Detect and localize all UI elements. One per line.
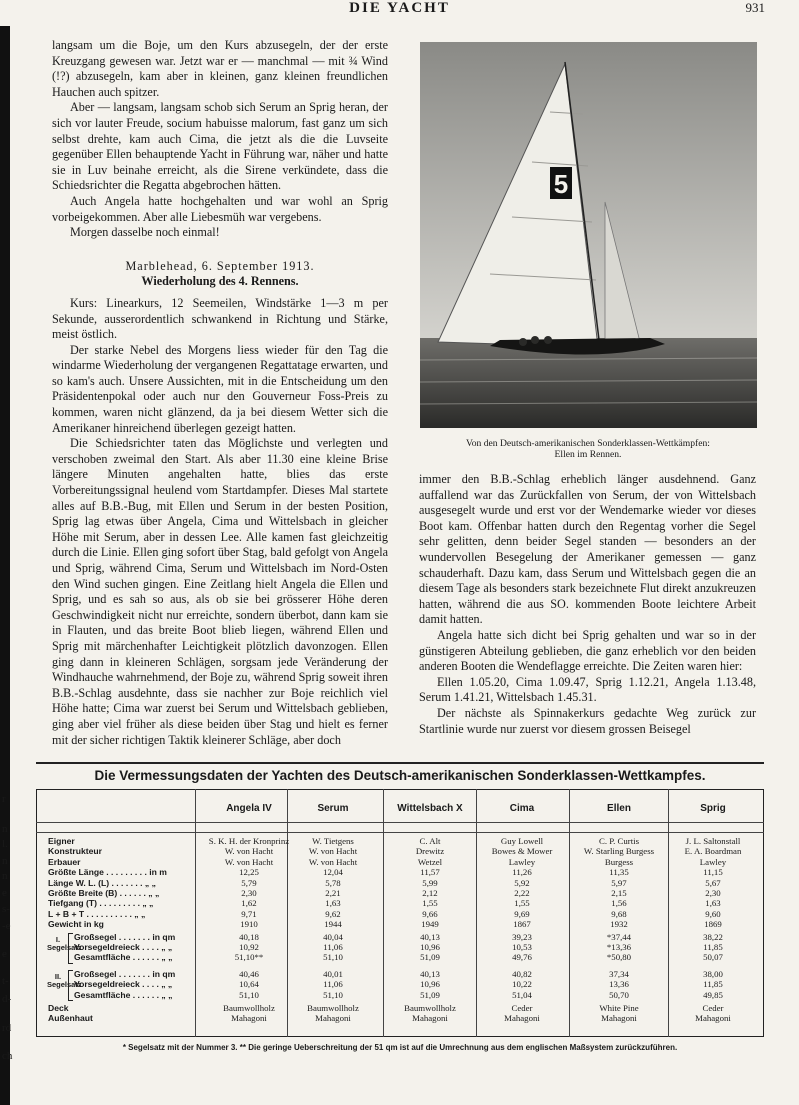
table-cell: E. A. Boardman	[684, 846, 742, 857]
table-cell: 11,35	[609, 867, 629, 878]
table-cell: Wetzel	[417, 856, 443, 867]
table-cell: 1932	[610, 919, 628, 930]
table-column-divider	[569, 789, 570, 1037]
table-cell: 13,36	[609, 979, 629, 990]
table-cell: 5,78	[325, 877, 341, 888]
table-cell: Mahagoni	[504, 1013, 540, 1024]
table-cell: 5,99	[422, 877, 438, 888]
left-text-column	[52, 38, 388, 748]
running-header	[0, 0, 799, 18]
table-cell: *50,80	[606, 952, 632, 963]
table-cell: 49,85	[703, 989, 723, 1000]
table-cell: 2,15	[611, 888, 627, 898]
table-cell: 50,07	[703, 952, 723, 963]
margin-letter: rd	[2, 1022, 12, 1034]
table-cell: 1,55	[514, 898, 530, 909]
sail-set-label: II. Segelsatz	[47, 971, 82, 989]
table-cell: 2,21	[325, 888, 341, 898]
table-cell: Ceder	[702, 1003, 724, 1013]
table-column-header: Angela IV	[226, 803, 272, 814]
table-row-label: Eigner	[48, 836, 75, 846]
table-cell: 10,96	[420, 979, 440, 990]
table-row-label: Größte Breite (B) . . . . . . „ „	[48, 888, 160, 898]
table-cell: Lawley	[699, 856, 727, 867]
table-cell: 40,13	[420, 968, 440, 979]
paragraph: Morgen dasselbe noch einmal!	[70, 225, 220, 240]
table-cell: 5,67	[705, 877, 721, 888]
table-cell: Ceder	[511, 1003, 533, 1013]
table-cell: 39,23	[512, 931, 532, 942]
table-cell: S. K. H. der Kronprinz	[208, 836, 290, 846]
table-top-rule	[36, 762, 764, 764]
table-cell: 51,09	[420, 989, 440, 1000]
margin-letter: n	[2, 823, 8, 835]
table-cell: 40,01	[323, 968, 343, 979]
paragraph: Ellen 1.05.20, Cima 1.09.47, Sprig 1.12.21, Angela 1.13.48, Serum 1.41.21, Wittelsbach 1.45.31.	[419, 674, 756, 705]
table-footnote: * Segelsatz mit der Nummer 3. ** Die geringe Ueberschreitung der 51 qm ist auf die Umrechnung aus dem englischen Maßsystem zurückzuführen.	[122, 1043, 678, 1052]
table-cell: 2,12	[422, 888, 438, 898]
sailboat-photo	[420, 42, 757, 428]
table-row-label: Deck	[48, 1003, 69, 1013]
table-cell: W. von Hacht	[224, 856, 274, 867]
table-cell: Mahagoni	[601, 1013, 637, 1024]
paragraph: langsam um die Boje, um den Kurs abzusegeln, der der erste Kreuzgang gewesen war. Jetzt war er — manchmal — mit ¾ Wind (!?) abzusegeln, kam aber in kleinen, ganz kleinen freundlichen Hauchen auch spitzer.	[52, 38, 388, 99]
section-title: Wiederholung des 4. Rennens.	[141, 274, 299, 289]
table-cell: 9,60	[705, 908, 721, 919]
table-column-divider	[195, 789, 196, 1037]
table-cell: Mahagoni	[231, 1013, 267, 1024]
table-cell: 40,18	[239, 931, 259, 942]
table-cell: 51,10	[323, 952, 343, 963]
page-number: 931	[745, 0, 765, 15]
table-row-label: Gesamtfläche . . . . . . „ „	[74, 952, 173, 963]
table-column-header: Wittelsbach X	[397, 803, 463, 814]
table-row-label: Gesamtfläche . . . . . . „ „	[74, 989, 173, 1000]
table-column-header: Serum	[317, 803, 349, 814]
table-cell: Bowes & Mower	[491, 846, 553, 857]
table-row-label: Tiefgang (T) . . . . . . . . . „ „	[48, 898, 154, 909]
table-cell: 9,68	[611, 908, 627, 919]
table-cell: *13,36	[606, 942, 632, 952]
table-cell: 49,76	[512, 952, 532, 963]
table-cell: 5,97	[611, 877, 627, 888]
margin-letter: n	[2, 855, 8, 867]
margin-letter: ch	[2, 1050, 13, 1062]
table-cell: 40,04	[323, 931, 343, 942]
table-cell: 51,04	[512, 989, 532, 1000]
table-cell: 2,30	[241, 888, 257, 898]
table-cell: 2,30	[705, 888, 721, 898]
table-row-label: Außenhaut	[48, 1013, 93, 1024]
table-cell: 11,85	[703, 979, 723, 990]
dateline: Marblehead, 6. September 1913.	[125, 258, 315, 273]
table-row-label: Erbauer	[48, 856, 81, 867]
table-cell: 12,25	[239, 867, 259, 878]
table-column-header: Sprig	[700, 803, 726, 814]
margin-letter: e	[2, 887, 7, 899]
table-cell: Mahagoni	[315, 1013, 351, 1024]
sailboat-illustration	[420, 42, 757, 428]
table-cell: 1869	[704, 919, 722, 930]
table-cell: W. von Hacht	[308, 846, 358, 857]
table-header-rule	[36, 832, 764, 833]
table-row-label: Gewicht in kg	[48, 919, 104, 930]
table-cell: 10,92	[239, 942, 259, 952]
paragraph: Auch Angela hatte hochgehalten und war wohl an Sprig vorbeigekommen. Aber alle Liebesmüh war vergebens.	[52, 193, 388, 224]
table-cell: 11,15	[703, 867, 723, 878]
table-title: Die Vermessungsdaten der Yachten des Deutsch-amerikanischen Sonderklassen-Wettkampfes.	[94, 768, 706, 783]
adjacent-page-margin	[0, 0, 20, 1105]
table-cell: 10,96	[420, 942, 440, 952]
table-cell: W. von Hacht	[308, 856, 358, 867]
table-cell: W. Tietgens	[312, 836, 354, 846]
photo-caption	[412, 438, 764, 460]
margin-letter: s-	[2, 903, 10, 915]
table-row-label: Vorsegeldreieck . . . . „ „	[74, 942, 173, 952]
table-row-label: Größte Länge . . . . . . . . . in m	[48, 867, 167, 878]
caption-line: Von den Deutsch-amerikanischen Sonderklassen-Wettkämpfen:	[466, 438, 710, 449]
table-cell: 40,13	[420, 931, 440, 942]
running-title: DIE YACHT	[349, 0, 450, 16]
table-cell: 9,69	[514, 908, 530, 919]
table-cell: 51,09	[420, 952, 440, 963]
table-row-label: L + B + T . . . . . . . . . . „ „	[48, 908, 146, 919]
table-cell: 1,62	[241, 898, 257, 909]
table-cell: 5,79	[241, 877, 257, 888]
table-cell: 11,57	[420, 867, 440, 878]
table-cell: J. L. Saltonstall	[685, 836, 741, 846]
table-cell: 10,22	[512, 979, 532, 990]
table-cell: 12,04	[323, 867, 343, 878]
table-row-label: Vorsegeldreieck . . . . „ „	[74, 979, 173, 990]
table-cell: 11,06	[323, 979, 343, 990]
table-cell: Baumwollholz	[307, 1003, 359, 1013]
table-cell: 50,70	[609, 989, 629, 1000]
sail-number: 5	[553, 169, 569, 199]
table-cell: Baumwollholz	[223, 1003, 275, 1013]
margin-letter: l.	[2, 838, 8, 850]
table-column-header: Ellen	[607, 803, 631, 814]
paragraph: Der starke Nebel des Morgens liess wieder für den Tag die windarme Wiederholung der vergangenen Regattatage erwarten, und so kam's auch. Unsere Aussichten, mit in die Entscheidung um den Präsidentenpokal oder auch nur den Gouverneur Foss-Preis zu kommen, waren nicht glänzend, da ja bei diesem Wetter sich die Amerikaner hinreichend überlegen gezeigt hatten.	[52, 342, 388, 435]
table-column-header: Cima	[509, 803, 535, 814]
table-cell: *37,44	[606, 931, 632, 942]
table-cell: 2,22	[514, 888, 530, 898]
table-row-label: Großsegel . . . . . . . in qm	[74, 968, 176, 979]
table-cell: 1910	[240, 919, 258, 930]
table-cell: Mahagoni	[695, 1013, 731, 1024]
margin-letter: -e	[2, 920, 11, 932]
table-cell: 11,85	[703, 942, 723, 952]
table-cell: White Pine	[599, 1003, 639, 1013]
table-row-label: Konstrukteur	[48, 846, 102, 857]
table-cell: C. P. Curtis	[598, 836, 640, 846]
paragraph: Aber — langsam, langsam schob sich Serum an Sprig heran, der sich vor lauter Freude, socium habuisse malorum, fast ganz um sich selbst drehte, kam auch Cima, die jetzt als die die Luvseite gegenüber Ellen behauptende Yacht in Führung war, näher und hatte sie in Luv beinahe erreicht, als die Sirene verkündete, dass die Schiedsrichter die Regatta abgebrochen hätten.	[52, 100, 388, 193]
table-cell: 51,10	[239, 989, 259, 1000]
paragraph: Die Schiedsrichter taten das Möglichste und verlegten und verschoben zweimal den Start. Als aber 11.30 eine kleine Brise längere Minuten angehalten hatte, blies das erste Vorbereitungssignal heulend vom Startdampfer. Dieses Mal startete alles auf B.B.-Bug, mit Ellen und Serum in der besten Position, Sprig lag etwas über Angela, Cima und Wittelsbach in gleicher Höhe mit Serum, aber in dessen Lee. Alle kamen fast gleichzeitig durch die Linie. Ellen ging sofort über Stag, bald gefolgt von Angela und Sprig, während Cima, Serum und Wittelsbach im Nord-Osten den Wind suchen gingen. Eine Zeitlang hielt Angela die Ellen und Sprig, und es sah so aus, als ob sie bei grösserer Höhe deren Geschwindigkeit nicht nur erreichte, sondern überbot, dann kam sie in Flauten, und das breite Boot blieb liegen, während Ellen und Sprig mit märchenhafter Leichtigkeit plötzlich davonzogen. Ellen ging dann in kleineren Schlägen, sorgsam jede Veränderung der Windhauche wahrnehmend, der Boje zu, während Sprig soweit ihren B.B.-Schlag ausdehnte, dass sie nachher zur Boje reichlich viel Höhe hatte; Cima war zuerst bei Serum und Wittelsbach geblieben, ging aber viel früher als diese beiden über Stag und hielt es ferner mit der sicher richtigen Taktik kleinerer Schläge, aber doch	[52, 436, 388, 747]
table-cell: 40,46	[239, 968, 259, 979]
table-cell: 10,53	[512, 942, 532, 952]
table-header-rule	[36, 822, 764, 823]
table-cell: 1867	[513, 919, 531, 930]
table-cell: 40,82	[512, 968, 532, 979]
table-cell: 5,92	[514, 877, 530, 888]
paragraph: Der nächste als Spinnakerkurs gedachte Weg zurück zur Startlinie wurde nur zuerst vor diesem grossen Beisegel	[419, 705, 756, 736]
table-cell: 1,63	[325, 898, 341, 909]
table-cell: 9,71	[241, 908, 257, 919]
table-cell: 1,56	[611, 898, 627, 909]
table-cell: Baumwollholz	[404, 1003, 456, 1013]
margin-letter: d-	[2, 993, 12, 1005]
margin-letter: t-	[2, 975, 9, 987]
table-cell: 9,62	[325, 908, 341, 919]
sail-set-label: I. Segelsatz	[47, 934, 82, 952]
margin-letter: n	[2, 870, 8, 882]
margin-letter: e	[2, 948, 7, 960]
paragraph: Kurs: Linearkurs, 12 Seemeilen, Windstärke 1—3 m per Sekunde, ausserordentlich schwankend in Richtung und Stärke, meist östlich.	[52, 295, 388, 342]
table-cell: 1944	[324, 919, 342, 930]
table-cell: 51,10**	[234, 952, 264, 963]
table-cell: 10,64	[239, 979, 259, 990]
paragraph: immer den B.B.-Schlag erheblich länger ausdehnend. Ganz auffallend war das Zurückfallen von Serum, der von Wittelsbach ausgesegelt wurde und erst vor der Wendemarke wieder vor dieses Boot kam. Offenbar hatten durch den Regentag vorher die Segel sehr gelitten, denn beider Segel standen — besonders an der wundervollen Besegelung der Amerikaner gemessen — ganz schauderhaft. Dazu kam, dass Serum und Wittelsbach gegen die an diesem Tage als besonders stark bezeichnete Flut direkt anzukreuzen hatten, während die aus SO. kommenden Boote leichtere Arbeit damit hatten.	[419, 472, 756, 627]
table-cell: Lawley	[508, 856, 536, 867]
table-cell: 38,22	[703, 931, 723, 942]
table-row-label: Länge W. L. (L) . . . . . . . „ „	[48, 877, 156, 888]
table-cell: 11,06	[323, 942, 343, 952]
table-cell: W. Starling Burgess	[583, 846, 655, 857]
table-cell: Guy Lowell	[500, 836, 544, 846]
table-cell: C. Alt	[419, 836, 441, 846]
table-cell: 1,63	[705, 898, 721, 909]
table-row-label: Großsegel . . . . . . . in qm	[74, 931, 176, 942]
table-cell: 37,34	[609, 968, 629, 979]
table-cell: Drewitz	[415, 846, 445, 857]
table-cell: 9,66	[422, 908, 438, 919]
table-cell: 1,55	[422, 898, 438, 909]
table-cell: 51,10	[323, 989, 343, 1000]
paragraph: Angela hatte sich dicht bei Sprig gehalten und war so in der günstigeren Abteilung geblieben, die ganz erheblich vor den beiden anderen Booten die Wendeflagge erreichte. Die Zeiten waren hier:	[419, 627, 756, 674]
right-text-column	[419, 472, 756, 737]
table-cell: Burgess	[604, 856, 634, 867]
table-cell: 1949	[421, 919, 439, 930]
caption-line: Ellen im Rennen.	[554, 449, 622, 460]
table-cell: W. von Hacht	[224, 846, 274, 857]
table-cell: 11,26	[512, 867, 532, 878]
margin-letter: r	[2, 793, 6, 805]
table-cell: 38,00	[703, 968, 723, 979]
table-cell: Mahagoni	[412, 1013, 448, 1024]
